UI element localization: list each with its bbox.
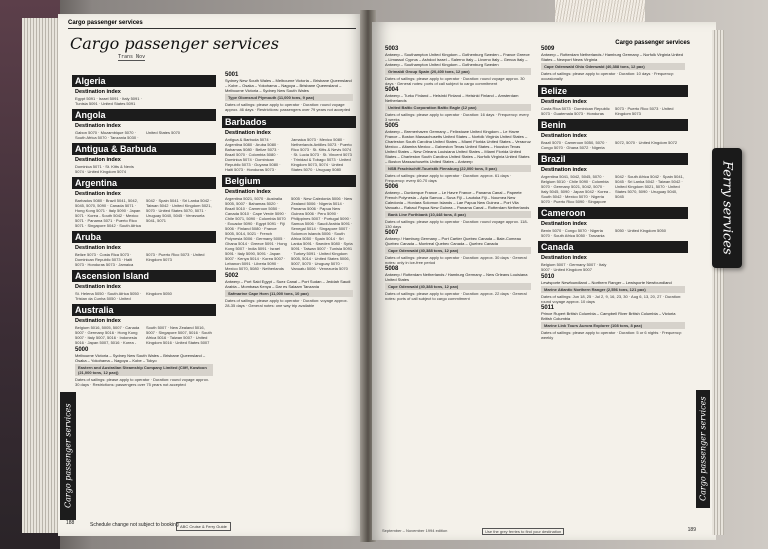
destination-index-list: Gabon 5070 · Mozambique 5070 · South Africa 5070 · Tanzania 5030 · United States 5070 <box>75 130 181 140</box>
destination-index-list: Argentina 5041, 5042, 5045, 5070 · Belgium 5010 · Chile 5090 · Colombia 5070 · Germany 5021, 5042, 5070 · Italy 5045, 5090 · Japan 5042 · Korea - South 5042 · Mexico 5070 · Nigeria 5070 · Puerto Rico 5090 · Singapore 5042 · South Africa 5042 · Spain 5041, 5045 · Sri Lanka 5042 · Taiwan 5042 · United Kingdom 5021, 5070 · United States 5070, 5090 · Uruguay 5040, 5045 <box>541 174 684 204</box>
left-page <box>58 14 364 536</box>
route-entry <box>538 305 688 341</box>
destination-index-label: Destination index <box>541 133 587 139</box>
route-entry <box>382 184 534 230</box>
side-tab-left: Cargo passenger services <box>60 392 76 520</box>
route-number: 5011 <box>541 305 555 311</box>
route-ports: Antwerp / Hamburg Germany – Port Cartier Quebec Canada – Baie-Comeau Quebec Canada – Montreal Quebec Canada – Quebec Canada <box>385 236 522 246</box>
country-section <box>538 85 688 116</box>
country-section <box>538 119 688 150</box>
route-number: 5002 <box>225 273 239 279</box>
vessel-bar: Safmarine Cape Horn (11,000 tons, 10 pax) <box>225 290 353 297</box>
page-edges-left <box>22 18 62 533</box>
vessel-bar: Marine Link Tours Aurora Explorer (108 tons, 8 pax) <box>541 322 685 329</box>
vessel-bar: Cape Odenwald (40,388 tons, 12 pax) <box>385 247 531 254</box>
left-column-1 <box>72 72 216 388</box>
route-ports: Lewisporte Newfoundland – Northern Ranger – Lewisporte Newfoundland <box>541 280 672 285</box>
vessel-bar: NSB Frachtschiff-Touristik Flensburg (22,000 tons, 5 pax) <box>385 165 531 172</box>
country-heading: Barbados <box>222 116 356 128</box>
footer-note-left: ABC Cruise & Ferry Guide <box>176 522 231 531</box>
route-ports: Antwerp / Rotterdam Netherlands / Hamburg Germany – New Orleans Louisiana United States <box>385 272 528 282</box>
country-heading: Antigua & Barbuda <box>72 143 216 155</box>
destination-index-list: Antigua & Barbuda 5074 · Argentina 5080 · Aruba 5080 · Bahamas 5080 · Belize 5073 · Brazil 5070 · Colombia 5080 · Dominica 5074 · Dominican Republic 5073 · Guyana 5080 · Haiti 5073 · Honduras 5073 · Jamaica 5073 · Mexico 5080 · Netherlands Antilles 5073 · Puerto Rico 5073 · St. Kitts & Nevis 5074 · St. Lucia 5073 · St. Vincent 5073 · Trinidad & Tobago 5073 · United Kingdom 5073, 5074 · United States 5070 · Uruguay 5080 <box>225 137 352 172</box>
destination-index-label: Destination index <box>75 157 121 163</box>
destination-index-label: Destination index <box>541 221 587 227</box>
handwritten-note: Trans Nov <box>118 54 146 60</box>
route-number: 5010 <box>541 274 555 280</box>
route-number: 5001 <box>225 72 239 78</box>
country-section <box>538 153 688 204</box>
destination-index-label: Destination index <box>75 284 121 290</box>
route-number: 5005 <box>385 123 399 129</box>
route-5002 <box>222 273 356 309</box>
right-page <box>372 22 716 540</box>
route-number: 5004 <box>385 87 399 93</box>
right-column-1 <box>382 46 534 302</box>
destination-index-list: Dominica 5071 · St. Kitts & Nevis 5074 · United Kingdom 5074 <box>75 164 134 174</box>
running-head-right: Cargo passenger services <box>615 40 690 46</box>
route-number: 5008 <box>385 266 399 272</box>
country-heading: Aruba <box>72 231 216 243</box>
route-ports: Antwerp – Rotterdam Netherlands / Hamburg Germany – Norfolk Virginia United States – Newport News Virginia <box>541 52 683 62</box>
route-notes: Dates of sailings: please apply to operator · Duration: approx. 22 days · General notes: ports of call subject to cargo commitment <box>385 291 527 301</box>
vessel-bar: Cape Odenwald Ohio Odenwald (40,388 tons, 12 pax) <box>541 63 685 70</box>
country-section <box>72 109 216 140</box>
country-heading: Ascension Island <box>72 270 216 282</box>
footer-edition-left: Schedule change not subject to booking <box>90 522 179 528</box>
route-notes: Dates of sailings: please apply to operator · Duration: approx. 30 days · General notes: only in ice-free period <box>385 255 527 265</box>
route-ports: Sydney New South Wales – Melbourne Victoria – Brisbane Queensland – Kobe – Osaka – Yokohama – Nagoya – Brisbane Queensland – Melbourne Victoria – Sydney New South Wales <box>225 78 352 93</box>
country-heading: Angola <box>72 109 216 121</box>
vessel-bar: Type Glomsrud Plymouth (11,000 tons, 9 pax) <box>225 94 353 101</box>
page-title: Cargo passenger services <box>70 34 279 53</box>
destination-index-list: Brazil 5070 · Cameroon 5050, 5070 · Congo 5070 · Ghana 5072 · Nigeria 5072, 5070 · United Kingdom 5072 <box>541 140 678 150</box>
destination-index-list: Argentina 5021, 5070 · Australia 5005, 5007 · Bahamas 5020 · Brazil 5010 · Cameroon 5050 · Canada 5010 · Cape Verde 5090 · Chile 5071, 5090 · Colombia 5070 · Ecuador 5090 · Egypt 5091 · Fiji 5006 · Finland 5080 · France 5005, 5014, 5021 · French Polynesia 5006 · Germany 5005 · Ghana 5014 · Greece 5091 · Hong Kong 5007 · India 5091 · Israel 5091 · Italy 5090, 5091 · Japan 5007 · Kenya 5014 · Korea 5007 · Lebanon 5091 · Liberia 5090 · Mexico 5070, 5080 · Netherlands 5005 · New Caledonia 5006 · New Zealand 5006 · Nigeria 5014 · Panama 5006 · Papua New Guinea 5006 · Peru 5090 · Philippines 5007 · Portugal 5090 · Samoa 5006 · Saudi Arabia 5091 · Senegal 5014 · Singapore 5007 · Solomon Islands 5006 · South Africa 5050 · Spain 5014 · Sri Lanka 5091 · Sweden 5080 · Syria 5091 · Taiwan 5007 · Tunisia 5091 · Turkey 5091 · United Kingdom 5005, 5014 · United States 5006, 5007, 5070 · Uruguay 5070 · Vanuatu 5006 · Venezuela 5070 <box>225 196 353 271</box>
route-notes: Dates of sailings: please apply to operator · Duration: round voyage approx. 46 days · Restrictions: passengers over 79 years not accepted <box>225 102 351 112</box>
destination-index-label: Destination index <box>541 167 587 173</box>
route-number: 5007 <box>385 230 399 236</box>
page-number-right: 189 <box>687 527 696 533</box>
destination-index-label: Destination index <box>75 123 121 129</box>
tassel <box>555 0 645 22</box>
country-heading: Belgium <box>222 175 356 187</box>
country-section <box>72 304 216 345</box>
country-section <box>538 241 688 272</box>
country-section <box>72 231 216 267</box>
route-notes: Dates of sailings: please apply to operator · Duration: round voyage approx. 30 days · General notes: ports of call subject to cargo commitment <box>385 76 525 86</box>
route-ports: Antwerp – Bremerhaven Germany – Felixstowe United Kingdom – Le Havre France – Boston Massachusetts United States – Norfolk Virginia United States – Charleston South Carolina United States – Miami Florida United States – Veracruz Mexico – Altamira Mexico – Galveston Texas United States – Houston Texas United States – New Orleans Louisiana United States – Miami Florida United States – Charleston South Carolina United States – Norfolk Virginia United States – Boston Massachusetts United States – Antwerp <box>385 129 531 164</box>
destination-index-label: Destination index <box>75 318 121 324</box>
route-notes: Dates of sailings: please apply to operator · Duration: 16 days · Frequency: every 3 weeks <box>385 112 529 122</box>
page-edges-right <box>712 30 724 535</box>
destination-index-list: Barbados 5080 · Brazil 5041, 5042, 5045, 5070, 5090 · Canada 5071 · Hong Kong 5071 · Italy 5090 · Japan 5071 · Korea - South 5042 · Mexico 5071 · Panama 5071 · Puerto Rico 5071 · Singapore 5042 · South Africa 5042 · Spain 5041 · Sri Lanka 5042 · Taiwan 5042 · United Kingdom 5021, 5070 · United States 5070, 5071 · Uruguay 5040, 5045 · Venezuela 5041, 5071 <box>75 198 212 228</box>
destination-index-list: St. Helena 5050 · South Africa 5050 · Tristan da Cunha 5050 · United Kingdom 5050 <box>75 291 172 301</box>
vessel-bar: Bank Line Forthbank (10,448 tons, 8 pax) <box>385 211 531 218</box>
destination-index-list: Belgium 5016, 5005, 5007 · Canada 5007 · Germany 5016 · Hong Kong 5007 · Italy 5007, 5016 · Indonesia 5016 · Japan 5007, 5016 · Korea - South 5007 · New Zealand 5016, 5007 · Singapore 5007, 5016 · South Africa 5016 · Taiwan 5007 · United Kingdom 5016 · United States 5007 <box>75 325 212 345</box>
country-section <box>222 116 356 172</box>
route-entry <box>382 266 534 302</box>
route-notes: Dates of sailings: please apply to operator · Duration: round voyage approx. 30 days · Restrictions: passengers over 75 years not accepted <box>75 377 210 387</box>
destination-index-label: Destination index <box>75 245 121 251</box>
country-section <box>72 177 216 228</box>
vessel-bar: United Baltic Corporation Baltic Eagle (12 pax) <box>385 104 531 111</box>
country-heading: Argentina <box>72 177 216 189</box>
route-5001 <box>222 72 356 113</box>
footer-note-right: Use the grey ferries to find your destination <box>482 528 564 535</box>
route-notes: Dates of sailings: please apply to operator · Duration: voyage approx. 28-35 days · General notes: one way trip available <box>225 298 348 308</box>
vessel-bar: Grimaldi Group Spain (20,400 tons, 12 pax) <box>385 68 531 75</box>
left-column-2 <box>222 72 356 309</box>
footer-edition-right: September – November 1994 edition <box>382 528 448 533</box>
destination-index-label: Destination index <box>225 189 271 195</box>
destination-index-list: Costa Rica 5073 · Dominican Republic 5073 · Guatemala 5073 · Honduras 5073 · Puerto Rico 5073 · United Kingdom 5073 <box>541 106 674 116</box>
route-number: 5000 <box>75 347 89 353</box>
country-section <box>72 143 216 174</box>
route-notes: Dates of sailings: please apply to operator · Duration: 5 or 6 nights · Frequency: weekly <box>541 330 682 340</box>
route-entry <box>72 347 216 388</box>
route-number: 5003 <box>385 46 399 52</box>
page-number-left: 188 <box>66 520 75 526</box>
route-notes: Dates of sailings: please apply to operator · Duration: 10 days · Frequency: occasionally <box>541 71 674 81</box>
route-notes: Dates of sailings: Jun 18, 25 · Jul 2, 9, 16, 23, 30 · Aug 6, 13, 20, 27 · Duration: round voyage approx. 10 days <box>541 294 682 304</box>
destination-index-list: Benin 5070 · Congo 5070 · Nigeria 5070 · South Africa 5050 · Tanzania 5050 · United Kingdom 5050 <box>541 228 666 238</box>
route-notes: Dates of sailings: please apply to operator · Duration: round voyage approx. 118-130 days <box>385 219 528 229</box>
route-entry <box>382 123 534 184</box>
destination-index-label: Destination index <box>541 99 587 105</box>
route-ports: Melbourne Victoria – Sydney New South Wales – Brisbane Queensland – Osaka – Yokohama – Nagoya – Kobe – Tokyo <box>75 353 206 363</box>
running-head-left: Cargo passenger services <box>68 20 143 26</box>
route-ports: Antwerp – Turku Finland – Helsinki Finland – Helsinki Finland – Amsterdam Netherlands <box>385 93 519 103</box>
destination-index-list: Egypt 5091 · Israel 5091 · Italy 5091 · Tunisia 5091 · United States 5091 <box>75 96 142 106</box>
header-rule <box>68 28 356 29</box>
vessel-bar: Marine Atlantic Northern Ranger (2,556 tons, 121 pax) <box>541 286 685 293</box>
country-section <box>72 75 216 106</box>
country-section <box>222 175 356 271</box>
destination-index-label: Destination index <box>225 130 271 136</box>
destination-index-list: Belize 5073 · Costa Rica 5073 · Dominican Republic 5073 · Haiti 5073 · Honduras 5073 · Jamaica 5073 · Puerto Rico 5073 · United Kingdom 5073 <box>75 252 205 267</box>
ferry-services-tab[interactable]: Ferry services <box>712 148 742 268</box>
route-ports: Antwerp – Southampton United Kingdom – Gothenburg Sweden – France Greece – Limassol Cyprus – Ashdod Israel – Salerno Italy – Livorno Italy – Genoa Italy – Antwerp – Southampton United Kingdom – Gothenburg Sweden <box>385 52 530 67</box>
country-heading: Belize <box>538 85 688 97</box>
destination-index-label: Destination index <box>75 191 121 197</box>
route-ports: Prince Rupert British Columbia – Campbell River British Columbia – Victoria British Columbia <box>541 311 676 321</box>
route-entry <box>382 87 534 123</box>
country-heading: Australia <box>72 304 216 316</box>
route-ports: Antwerp – Port Said Egypt – Suez Canal – Port Sudan – Jeddah Saudi Arabia – Mombasa Kenya – Dar es Salaam Tanzania <box>225 279 351 289</box>
route-entry <box>538 46 688 82</box>
side-tab-right: Cargo passenger services <box>696 390 710 508</box>
country-heading: Canada <box>538 241 688 253</box>
route-notes: Dates of sailings: please apply to operator · Duration: approx. 61 days · Frequency: every 60-70 days <box>385 173 512 183</box>
route-ports: Antwerp – Dunkerque France – Le Havre France – Panama Canal – Papeete French Polynesia – Apia Samoa – Suva Fiji – Lautoka Fiji – Noumea New Caledonia – Honiara Solomon Islands – Lae Papua New Guinea – Port Vila Vanuatu – Rabaul Papua New Guinea – Panama Canal – Rotterdam Netherlands <box>385 190 530 210</box>
right-column-2 <box>538 46 688 341</box>
vessel-bar: Eastern and Australian Steamship Company Limited (Cliff, Kowloon (21,000 tons, 12 pax)) <box>75 364 213 376</box>
country-heading: Brazil <box>538 153 688 165</box>
route-number: 5006 <box>385 184 399 190</box>
country-section <box>538 207 688 238</box>
route-entry <box>382 46 534 87</box>
country-heading: Algeria <box>72 75 216 87</box>
route-entry <box>538 274 688 305</box>
route-number: 5009 <box>541 46 555 52</box>
route-entry <box>382 230 534 266</box>
country-heading: Cameroon <box>538 207 688 219</box>
destination-index-list: Belgium 5007 · Germany 5007 · Italy 5007 · United Kingdom 5007 <box>541 262 607 272</box>
vessel-bar: Cape Odenwald (40,388 tons, 12 pax) <box>385 283 531 290</box>
country-section <box>72 270 216 301</box>
destination-index-label: Destination index <box>75 89 121 95</box>
destination-index-label: Destination index <box>541 255 587 261</box>
country-heading: Benin <box>538 119 688 131</box>
